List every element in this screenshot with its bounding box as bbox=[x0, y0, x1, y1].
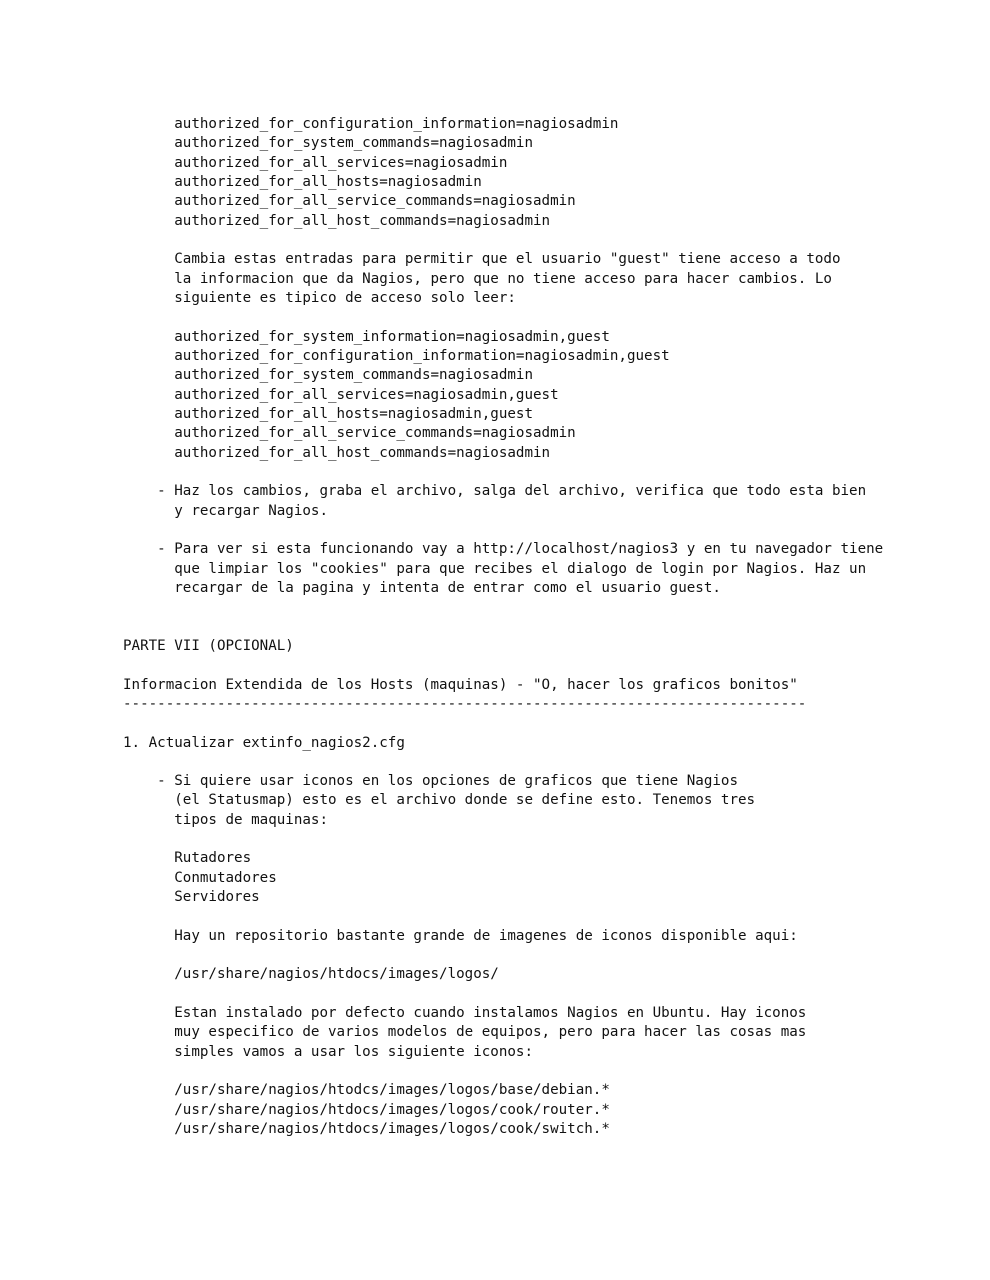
blank-line bbox=[123, 985, 883, 1004]
text-line: authorized_for_configuration_information=nagiosadmin,guest bbox=[123, 347, 670, 364]
text-line: - Haz los cambios, graba el archivo, salga del archivo, verifica que todo esta bien bbox=[123, 483, 867, 500]
text-line: muy especifico de varios modelos de equipos, pero para hacer las cosas mas bbox=[123, 1024, 807, 1041]
blank-line bbox=[123, 598, 883, 617]
blank-line bbox=[123, 463, 883, 482]
text-line: authorized_for_all_hosts=nagiosadmin bbox=[123, 173, 482, 190]
text-line: Conmutadores bbox=[123, 869, 277, 886]
text-line: siguiente es tipico de acceso solo leer: bbox=[123, 289, 516, 306]
text-line: authorized_for_all_host_commands=nagiosadmin bbox=[123, 212, 551, 229]
document-body bbox=[123, 115, 883, 1139]
text-line: /usr/share/nagios/htodcs/images/logos/base/debian.* bbox=[123, 1082, 610, 1099]
blank-line bbox=[123, 521, 883, 540]
text-line: authorized_for_all_services=nagiosadmin bbox=[123, 154, 508, 171]
text-line: tipos de maquinas: bbox=[123, 811, 328, 828]
text-line: la informacion que da Nagios, pero que no tiene acceso para hacer cambios. Lo bbox=[123, 270, 832, 287]
text-line: authorized_for_all_hosts=nagiosadmin,guest bbox=[123, 405, 533, 422]
text-line: 1. Actualizar extinfo_nagios2.cfg bbox=[123, 734, 405, 751]
text-line: Informacion Extendida de los Hosts (maquinas) - "O, hacer los graficos bonitos" bbox=[123, 676, 798, 693]
text-line: authorized_for_configuration_information=nagiosadmin bbox=[123, 116, 619, 132]
blank-line bbox=[123, 618, 883, 637]
text-line: recargar de la pagina y intenta de entrar como el usuario guest. bbox=[123, 579, 721, 596]
text-line: - Si quiere usar iconos en los opciones de graficos que tiene Nagios bbox=[123, 773, 738, 790]
text-line: authorized_for_all_service_commands=nagiosadmin bbox=[123, 193, 576, 210]
blank-line bbox=[123, 830, 883, 849]
text-line: (el Statusmap) esto es el archivo donde se define esto. Tenemos tres bbox=[123, 792, 756, 809]
text-line: simples vamos a usar los siguiente iconos: bbox=[123, 1043, 533, 1060]
text-line: authorized_for_all_service_commands=nagiosadmin bbox=[123, 425, 576, 442]
text-line: Rutadores bbox=[123, 850, 252, 867]
text-line: PARTE VII (OPCIONAL) bbox=[123, 637, 294, 654]
blank-line bbox=[123, 714, 883, 733]
text-line: authorized_for_system_information=nagiosadmin,guest bbox=[123, 328, 610, 345]
blank-line bbox=[123, 946, 883, 965]
text-line: authorized_for_all_services=nagiosadmin,guest bbox=[123, 386, 559, 403]
blank-line bbox=[123, 656, 883, 675]
text-line: y recargar Nagios. bbox=[123, 502, 328, 519]
text-line: /usr/share/nagios/htdocs/images/logos/cook/router.* bbox=[123, 1101, 610, 1118]
text-line: Hay un repositorio bastante grande de imagenes de iconos disponible aqui: bbox=[123, 927, 798, 944]
blank-line bbox=[123, 1062, 883, 1081]
text-line: authorized_for_system_commands=nagiosadmin bbox=[123, 135, 533, 152]
text-line: Cambia estas entradas para permitir que el usuario "guest" tiene acceso a todo bbox=[123, 251, 841, 268]
text-line: /usr/share/nagios/htdocs/images/logos/cook/switch.* bbox=[123, 1121, 610, 1138]
blank-line bbox=[123, 231, 883, 250]
text-line: - Para ver si esta funcionando vay a http://localhost/nagios3 y en tu navegador tiene bbox=[123, 541, 884, 558]
text-line: que limpiar los "cookies" para que recibes el dialogo de login por Nagios. Haz un bbox=[123, 560, 867, 577]
blank-line bbox=[123, 308, 883, 327]
text-line: -------------------------------------------------------------------------------- bbox=[123, 695, 807, 712]
blank-line bbox=[123, 907, 883, 926]
text-line: /usr/share/nagios/htdocs/images/logos/ bbox=[123, 966, 499, 983]
text-line: Estan instalado por defecto cuando instalamos Nagios en Ubuntu. Hay iconos bbox=[123, 1005, 807, 1022]
text-line: Servidores bbox=[123, 889, 260, 906]
text-line: authorized_for_all_host_commands=nagiosadmin bbox=[123, 444, 551, 461]
text-line: authorized_for_system_commands=nagiosadmin bbox=[123, 367, 533, 384]
blank-line bbox=[123, 753, 883, 772]
